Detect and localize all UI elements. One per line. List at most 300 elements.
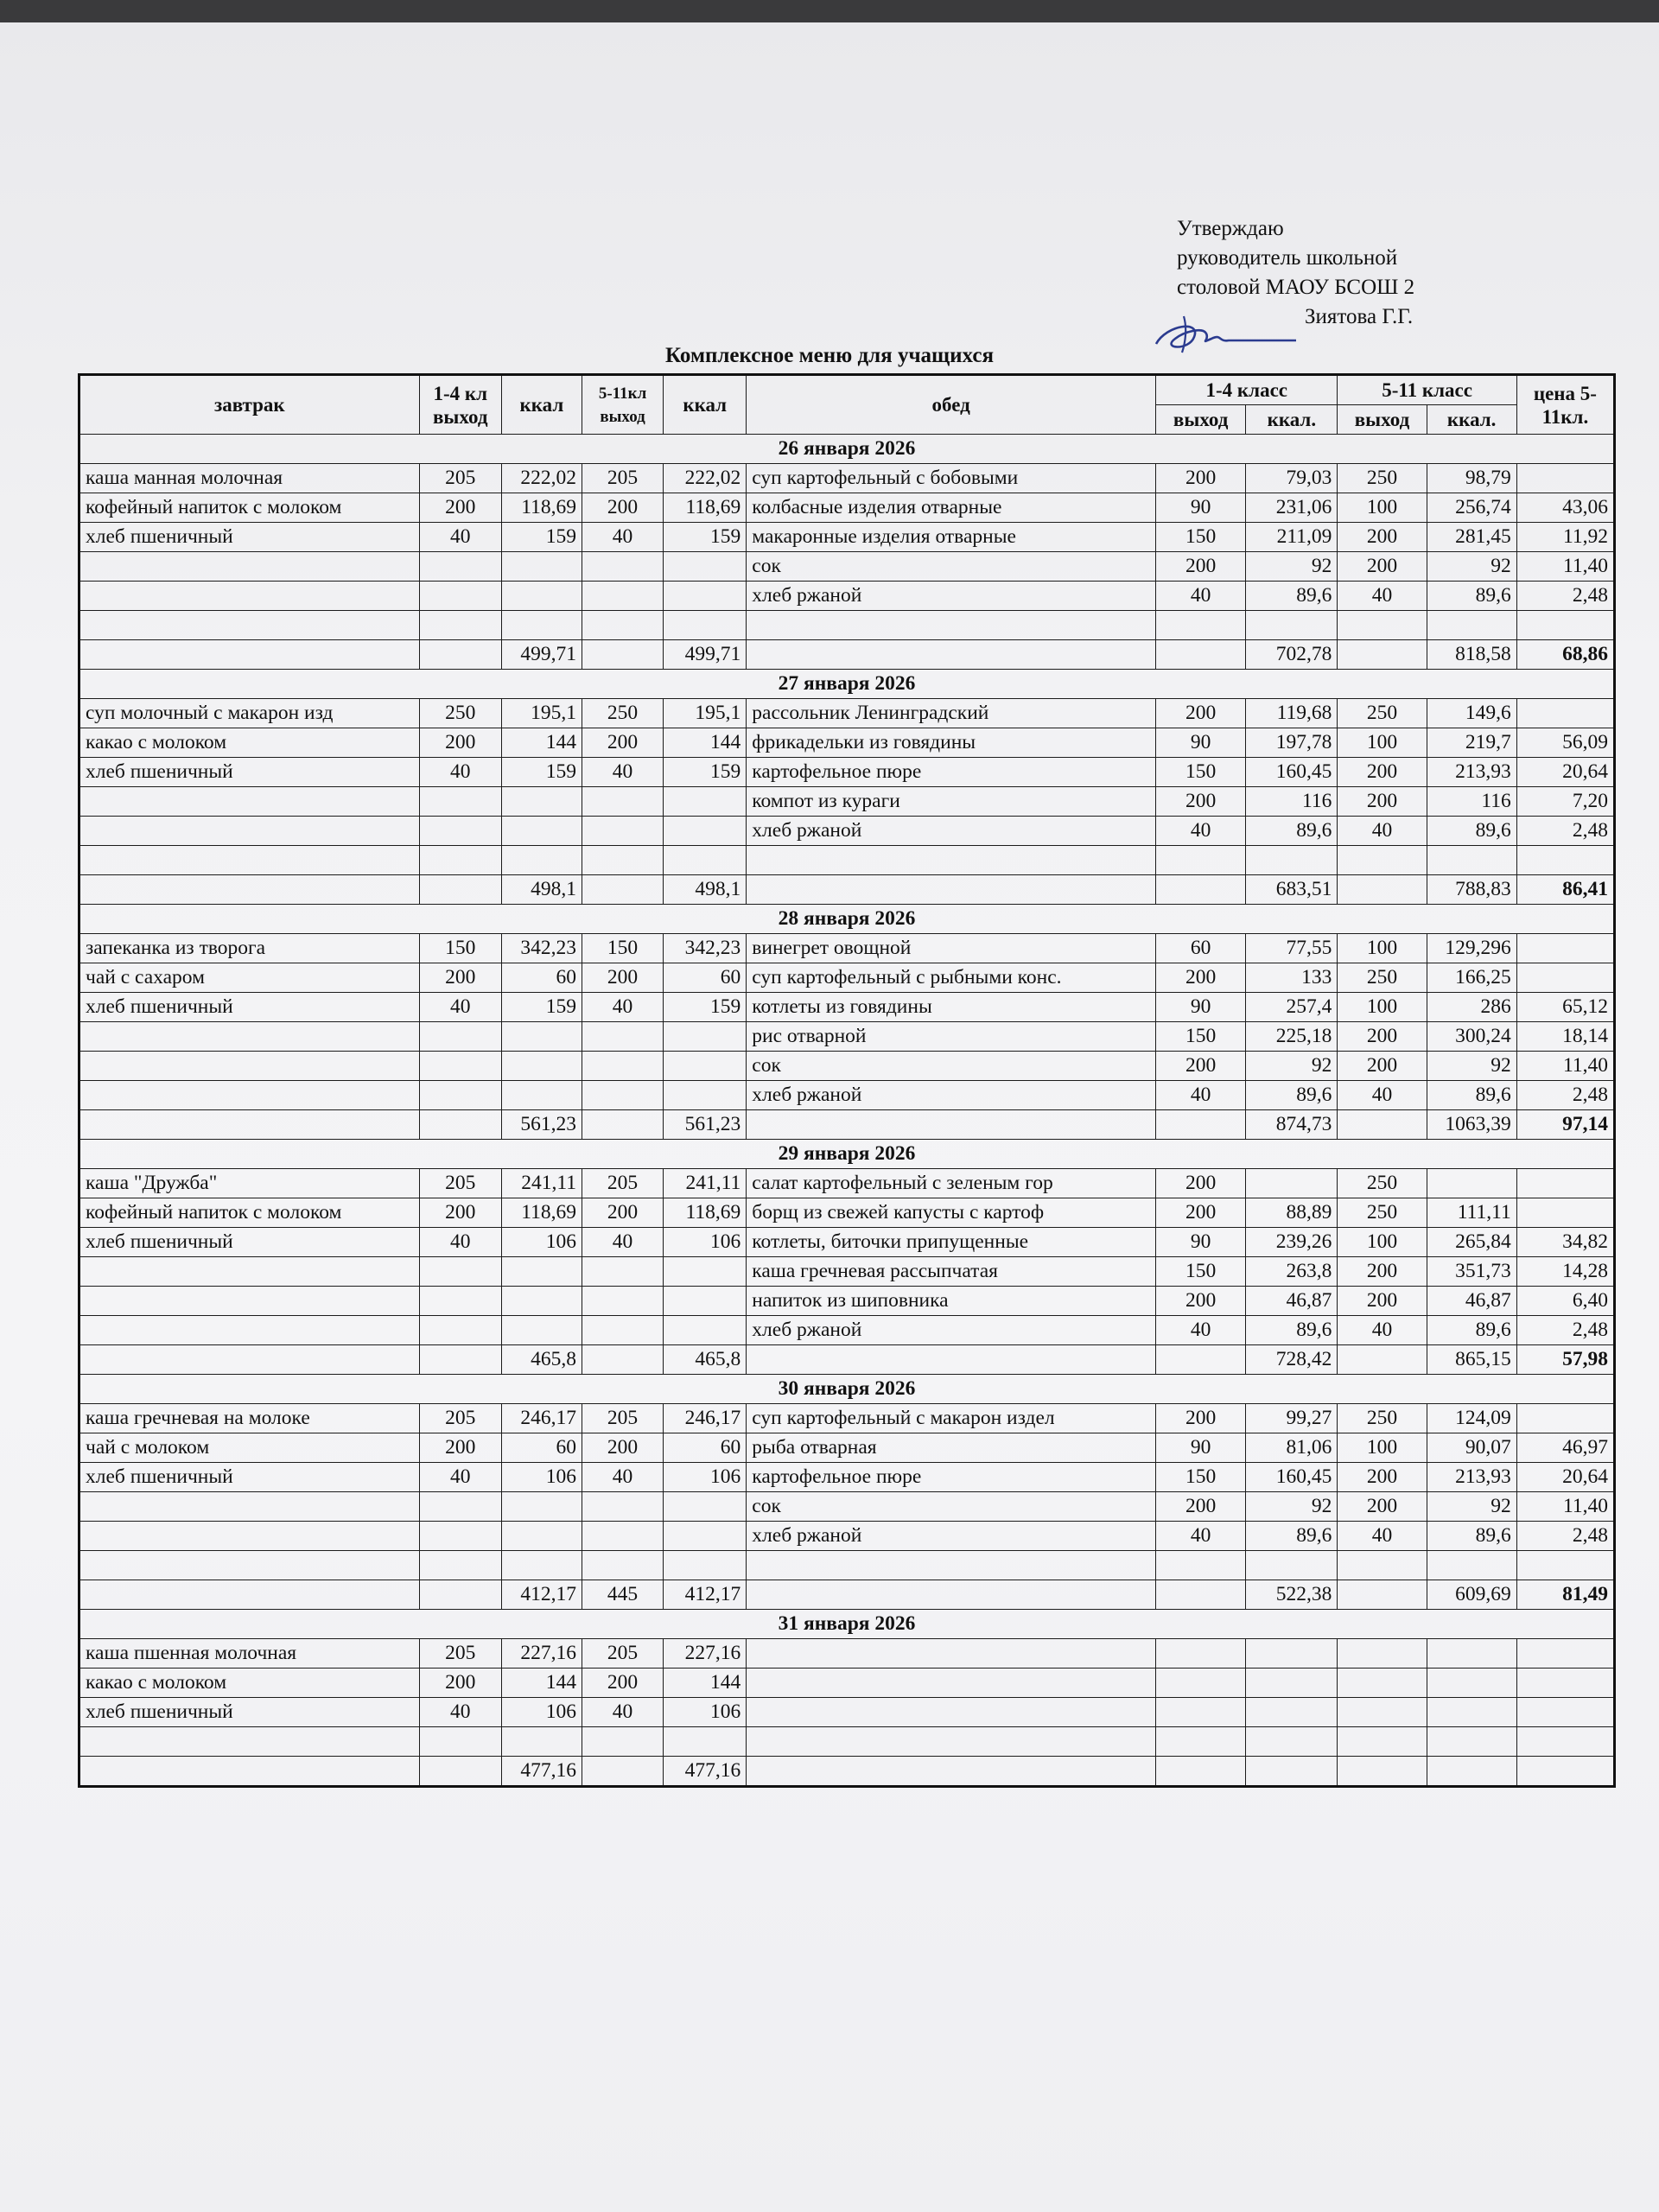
table-cell: 200 (1156, 699, 1246, 728)
table-cell: 106 (664, 1463, 747, 1492)
total-cell (747, 1110, 1156, 1140)
totals-row (79, 875, 1615, 905)
total-cell (582, 640, 663, 670)
table-cell (1338, 1698, 1427, 1727)
total-cell: 81,49 (1516, 1580, 1614, 1610)
table-cell: 99,27 (1246, 1404, 1338, 1433)
table-cell: 213,93 (1427, 758, 1516, 787)
table-cell (79, 1551, 420, 1580)
table-cell: кофейный напиток с молоком (79, 1198, 420, 1228)
table-cell: 116 (1246, 787, 1338, 817)
header-kcal_short2: ккал. (1427, 405, 1516, 435)
table-row (79, 464, 1615, 493)
total-cell (1338, 1110, 1427, 1140)
table-cell (1516, 1169, 1614, 1198)
total-cell: 412,17 (664, 1580, 747, 1610)
table-cell: 56,09 (1516, 728, 1614, 758)
table-cell: 200 (1156, 1169, 1246, 1198)
table-cell: 20,64 (1516, 1463, 1614, 1492)
table-cell (419, 846, 501, 875)
table-cell (1156, 1639, 1246, 1669)
total-cell (1156, 640, 1246, 670)
table-cell: 46,87 (1427, 1287, 1516, 1316)
table-cell: 92 (1427, 1492, 1516, 1522)
table-cell: 159 (501, 993, 582, 1022)
table-cell (1246, 1639, 1338, 1669)
table-cell: 200 (1156, 1404, 1246, 1433)
table-cell (79, 1257, 420, 1287)
table-cell (582, 787, 663, 817)
paper-sheet (0, 22, 1659, 2212)
total-cell: 412,17 (501, 1580, 582, 1610)
table-cell: 11,40 (1516, 1492, 1614, 1522)
table-row (79, 1404, 1615, 1433)
table-cell (79, 787, 420, 817)
table-cell: какао с молоком (79, 728, 420, 758)
table-cell (747, 611, 1156, 640)
table-cell (1516, 846, 1614, 875)
table-cell: 200 (1156, 464, 1246, 493)
table-cell: 40 (1338, 817, 1427, 846)
table-cell: 106 (664, 1698, 747, 1727)
table-cell: 200 (1338, 1022, 1427, 1052)
table-cell (79, 1522, 420, 1551)
total-cell (1156, 1345, 1246, 1375)
table-cell: 40 (419, 523, 501, 552)
table-cell: 40 (582, 1228, 663, 1257)
table-cell: каша "Дружба" (79, 1169, 420, 1198)
table-cell: 2,48 (1516, 582, 1614, 611)
header-row (79, 375, 1615, 405)
total-cell: 702,78 (1246, 640, 1338, 670)
table-cell: 40 (582, 523, 663, 552)
table-cell: 342,23 (501, 934, 582, 963)
table-cell: 40 (1338, 582, 1427, 611)
table-cell: 2,48 (1516, 1316, 1614, 1345)
table-cell (1156, 1669, 1246, 1698)
table-cell (1246, 1669, 1338, 1698)
table-cell: 46,97 (1516, 1433, 1614, 1463)
table-cell: 250 (1338, 963, 1427, 993)
table-cell: 11,40 (1516, 552, 1614, 582)
total-cell: 788,83 (1427, 875, 1516, 905)
table-cell (79, 1492, 420, 1522)
table-cell: 263,8 (1246, 1257, 1338, 1287)
table-cell: 250 (1338, 1169, 1427, 1198)
table-cell (582, 846, 663, 875)
approval-line: Утверждаю (1177, 217, 1284, 240)
table-cell (664, 1522, 747, 1551)
day-header-row (79, 1140, 1615, 1169)
total-cell (1156, 1580, 1246, 1610)
table-cell (1427, 1551, 1516, 1580)
total-cell (79, 1580, 420, 1610)
table-cell (501, 846, 582, 875)
day-date: 27 января 2026 (79, 670, 1615, 699)
table-cell (582, 1727, 663, 1757)
table-cell: 200 (1338, 1287, 1427, 1316)
total-cell: 465,8 (501, 1345, 582, 1375)
table-cell: 40 (1338, 1316, 1427, 1345)
table-cell: 159 (664, 758, 747, 787)
table-cell: 89,6 (1427, 1522, 1516, 1551)
table-cell: 250 (1338, 464, 1427, 493)
total-cell: 57,98 (1516, 1345, 1614, 1375)
table-cell (1516, 1698, 1614, 1727)
table-cell (582, 1316, 663, 1345)
table-row (79, 699, 1615, 728)
table-cell: 144 (664, 728, 747, 758)
table-cell: 222,02 (664, 464, 747, 493)
table-cell: 265,84 (1427, 1228, 1516, 1257)
total-cell (1338, 640, 1427, 670)
table-cell: хлеб ржаной (747, 582, 1156, 611)
table-cell: 90 (1156, 993, 1246, 1022)
total-cell: 477,16 (501, 1757, 582, 1787)
table-cell: 106 (501, 1463, 582, 1492)
table-cell: 118,69 (664, 493, 747, 523)
total-cell: 1063,39 (1427, 1110, 1516, 1140)
total-cell (419, 1345, 501, 1375)
table-cell: 166,25 (1427, 963, 1516, 993)
table-cell: 200 (582, 493, 663, 523)
header-class14: 1-4 класс (1156, 375, 1338, 405)
table-cell (664, 582, 747, 611)
totals-row (79, 1757, 1615, 1787)
table-cell: 89,6 (1427, 582, 1516, 611)
table-cell (664, 1052, 747, 1081)
table-cell (1427, 1669, 1516, 1698)
table-cell: 250 (419, 699, 501, 728)
table-cell: 90 (1156, 1228, 1246, 1257)
table-row (79, 552, 1615, 582)
total-cell (747, 1580, 1156, 1610)
total-cell: 683,51 (1246, 875, 1338, 905)
total-cell: 561,23 (664, 1110, 747, 1140)
table-cell: суп картофельный с макарон издел (747, 1404, 1156, 1433)
table-cell (79, 611, 420, 640)
table-cell: 222,02 (501, 464, 582, 493)
table-cell: 205 (419, 1404, 501, 1433)
table-row (79, 993, 1615, 1022)
table-cell: 40 (419, 1698, 501, 1727)
table-cell (1338, 1727, 1427, 1757)
table-cell: 11,40 (1516, 1052, 1614, 1081)
totals-row (79, 1110, 1615, 1140)
table-row (79, 1022, 1615, 1052)
total-cell: 498,1 (664, 875, 747, 905)
table-cell: 205 (419, 1639, 501, 1669)
table-cell: 89,6 (1427, 1316, 1516, 1345)
table-cell: 144 (664, 1669, 747, 1698)
menu-title: Комплексное меню для учащихся (665, 344, 994, 367)
table-cell: 160,45 (1246, 758, 1338, 787)
table-cell: 118,69 (664, 1198, 747, 1228)
total-cell: 68,86 (1516, 640, 1614, 670)
table-cell (582, 1022, 663, 1052)
table-row (79, 523, 1615, 552)
table-cell: 144 (501, 728, 582, 758)
table-cell: напиток из шиповника (747, 1287, 1156, 1316)
table-cell (582, 1492, 663, 1522)
total-cell: 874,73 (1246, 1110, 1338, 1140)
table-cell: 40 (1156, 1316, 1246, 1345)
table-row (79, 1228, 1615, 1257)
table-cell: 200 (1156, 1198, 1246, 1228)
table-cell (1516, 1639, 1614, 1669)
table-cell: 81,06 (1246, 1433, 1338, 1463)
table-cell: кофейный напиток с молоком (79, 493, 420, 523)
total-cell: 499,71 (501, 640, 582, 670)
table-cell (419, 1081, 501, 1110)
table-cell: 118,69 (501, 493, 582, 523)
table-cell: 40 (419, 1228, 501, 1257)
table-cell: 200 (419, 1669, 501, 1698)
table-cell: 200 (1156, 1287, 1246, 1316)
table-cell: 118,69 (501, 1198, 582, 1228)
total-cell (747, 640, 1156, 670)
table-cell: 213,93 (1427, 1463, 1516, 1492)
table-cell (664, 817, 747, 846)
day-header-row (79, 905, 1615, 934)
header-class511: 5-11 класс (1338, 375, 1516, 405)
table-cell: 60 (664, 1433, 747, 1463)
table-cell (79, 582, 420, 611)
table-row (79, 1081, 1615, 1110)
table-cell: 250 (1338, 1404, 1427, 1433)
table-cell: 100 (1338, 1433, 1427, 1463)
table-cell: 286 (1427, 993, 1516, 1022)
total-cell: 97,14 (1516, 1110, 1614, 1140)
table-cell (582, 582, 663, 611)
table-cell (1427, 611, 1516, 640)
table-cell (501, 1522, 582, 1551)
table-cell: 200 (1156, 1492, 1246, 1522)
table-cell: 200 (1338, 787, 1427, 817)
table-cell: 159 (664, 523, 747, 552)
table-cell (1246, 1551, 1338, 1580)
table-cell (501, 552, 582, 582)
table-cell: 60 (501, 1433, 582, 1463)
table-cell: 40 (1156, 1081, 1246, 1110)
table-cell: 159 (501, 523, 582, 552)
table-cell (1516, 1198, 1614, 1228)
table-cell (1338, 1639, 1427, 1669)
table-cell: 106 (664, 1228, 747, 1257)
table-cell: 40 (419, 758, 501, 787)
table-cell: 281,45 (1427, 523, 1516, 552)
day-date: 26 января 2026 (79, 435, 1615, 464)
table-cell (79, 1316, 420, 1345)
table-cell (1156, 1698, 1246, 1727)
header-out: выход (1156, 405, 1246, 435)
table-row (79, 1522, 1615, 1551)
totals-row (79, 640, 1615, 670)
table-cell: 18,14 (1516, 1022, 1614, 1052)
table-cell (582, 611, 663, 640)
table-cell: 129,296 (1427, 934, 1516, 963)
table-cell (664, 552, 747, 582)
table-cell (747, 1669, 1156, 1698)
table-cell (501, 1287, 582, 1316)
table-cell (1516, 934, 1614, 963)
table-row (79, 934, 1615, 963)
table-cell: чай с молоком (79, 1433, 420, 1463)
table-cell: 200 (1156, 1052, 1246, 1081)
table-row (79, 1463, 1615, 1492)
table-cell: 241,11 (501, 1169, 582, 1198)
header-price: цена 5-11кл. (1516, 375, 1614, 435)
table-cell: 60 (664, 963, 747, 993)
table-row (79, 1052, 1615, 1081)
total-cell (1338, 875, 1427, 905)
table-cell: колбасные изделия отварные (747, 493, 1156, 523)
table-row (79, 1198, 1615, 1228)
table-row (79, 493, 1615, 523)
table-cell (419, 1287, 501, 1316)
approval-line: руководитель школьной (1177, 246, 1398, 270)
table-cell: 150 (1156, 1463, 1246, 1492)
table-row (79, 787, 1615, 817)
totals-row (79, 1580, 1615, 1610)
table-cell (1246, 1698, 1338, 1727)
table-cell (664, 1316, 747, 1345)
table-cell: 239,26 (1246, 1228, 1338, 1257)
table-cell: 106 (501, 1698, 582, 1727)
table-cell: 150 (582, 934, 663, 963)
table-cell: чай с сахаром (79, 963, 420, 993)
table-cell: 300,24 (1427, 1022, 1516, 1052)
total-cell: 465,8 (664, 1345, 747, 1375)
table-cell: 205 (582, 464, 663, 493)
table-cell: 200 (582, 1433, 663, 1463)
table-row (79, 1316, 1615, 1345)
table-cell (582, 1052, 663, 1081)
table-row (79, 758, 1615, 787)
total-cell (582, 1110, 663, 1140)
total-cell (747, 875, 1156, 905)
table-cell: 200 (1338, 1257, 1427, 1287)
table-cell: 40 (582, 993, 663, 1022)
table-cell: хлеб ржаной (747, 817, 1156, 846)
table-cell (1427, 1727, 1516, 1757)
table-row (79, 1551, 1615, 1580)
table-cell: компот из кураги (747, 787, 1156, 817)
total-cell: 477,16 (664, 1757, 747, 1787)
table-cell (501, 1257, 582, 1287)
table-cell: 150 (1156, 523, 1246, 552)
total-cell (419, 1580, 501, 1610)
header-kcal: ккал (501, 375, 582, 435)
total-cell: 499,71 (664, 640, 747, 670)
table-cell: каша гречневая рассыпчатая (747, 1257, 1156, 1287)
menu-table (78, 373, 1616, 1788)
table-cell (79, 552, 420, 582)
day-header-row (79, 1375, 1615, 1404)
table-cell: 88,89 (1246, 1198, 1338, 1228)
table-cell (79, 1727, 420, 1757)
table-cell (747, 1727, 1156, 1757)
total-cell (582, 1757, 663, 1787)
table-cell: 149,6 (1427, 699, 1516, 728)
table-cell: 159 (501, 758, 582, 787)
total-cell (747, 1345, 1156, 1375)
table-cell: 98,79 (1427, 464, 1516, 493)
table-cell: винегрет овощной (747, 934, 1156, 963)
table-cell: сок (747, 1052, 1156, 1081)
table-cell: 200 (1338, 523, 1427, 552)
table-cell: 40 (1156, 1522, 1246, 1551)
table-cell (1156, 1551, 1246, 1580)
table-cell: 92 (1246, 1052, 1338, 1081)
total-cell (582, 1345, 663, 1375)
table-cell: 227,16 (664, 1639, 747, 1669)
table-cell (582, 1081, 663, 1110)
table-cell (1338, 611, 1427, 640)
table-cell (1427, 1169, 1516, 1198)
table-cell: 256,74 (1427, 493, 1516, 523)
table-cell (419, 582, 501, 611)
table-cell (1516, 1404, 1614, 1433)
table-cell: запеканка из творога (79, 934, 420, 963)
total-cell (582, 875, 663, 905)
table-cell (1246, 1169, 1338, 1198)
table-cell: хлеб пшеничный (79, 993, 420, 1022)
table-cell: 65,12 (1516, 993, 1614, 1022)
total-cell: 609,69 (1427, 1580, 1516, 1610)
total-cell: 865,15 (1427, 1345, 1516, 1375)
table-cell (501, 1316, 582, 1345)
table-cell: хлеб пшеничный (79, 1698, 420, 1727)
table-cell: 195,1 (501, 699, 582, 728)
table-cell (582, 1551, 663, 1580)
table-cell: 150 (1156, 758, 1246, 787)
table-cell (419, 1522, 501, 1551)
total-cell (419, 875, 501, 905)
table-cell: 40 (1156, 582, 1246, 611)
table-cell: 133 (1246, 963, 1338, 993)
table-cell (1156, 611, 1246, 640)
total-cell (1246, 1757, 1338, 1787)
table-cell (664, 846, 747, 875)
table-cell: 241,11 (664, 1169, 747, 1198)
table-cell: 227,16 (501, 1639, 582, 1669)
table-row (79, 1727, 1615, 1757)
table-cell (1516, 1551, 1614, 1580)
signer-name: Зиятова Г.Г. (1305, 305, 1414, 328)
table-cell: 2,48 (1516, 817, 1614, 846)
table-cell (501, 817, 582, 846)
table-cell (501, 1551, 582, 1580)
table-cell: 7,20 (1516, 787, 1614, 817)
table-cell: каша пшенная молочная (79, 1639, 420, 1669)
table-cell (1338, 1669, 1427, 1698)
table-cell: 211,09 (1246, 523, 1338, 552)
table-cell: 40 (1156, 817, 1246, 846)
total-cell (79, 1110, 420, 1140)
table-cell: 250 (582, 699, 663, 728)
table-row (79, 582, 1615, 611)
table-cell: 342,23 (664, 934, 747, 963)
total-cell (419, 640, 501, 670)
table-cell: каша гречневая на молоке (79, 1404, 420, 1433)
total-cell (1338, 1345, 1427, 1375)
total-cell (1156, 1757, 1246, 1787)
table-cell: 200 (419, 1198, 501, 1228)
total-cell: 522,38 (1246, 1580, 1338, 1610)
day-header-row (79, 1610, 1615, 1639)
table-cell: 40 (582, 1698, 663, 1727)
